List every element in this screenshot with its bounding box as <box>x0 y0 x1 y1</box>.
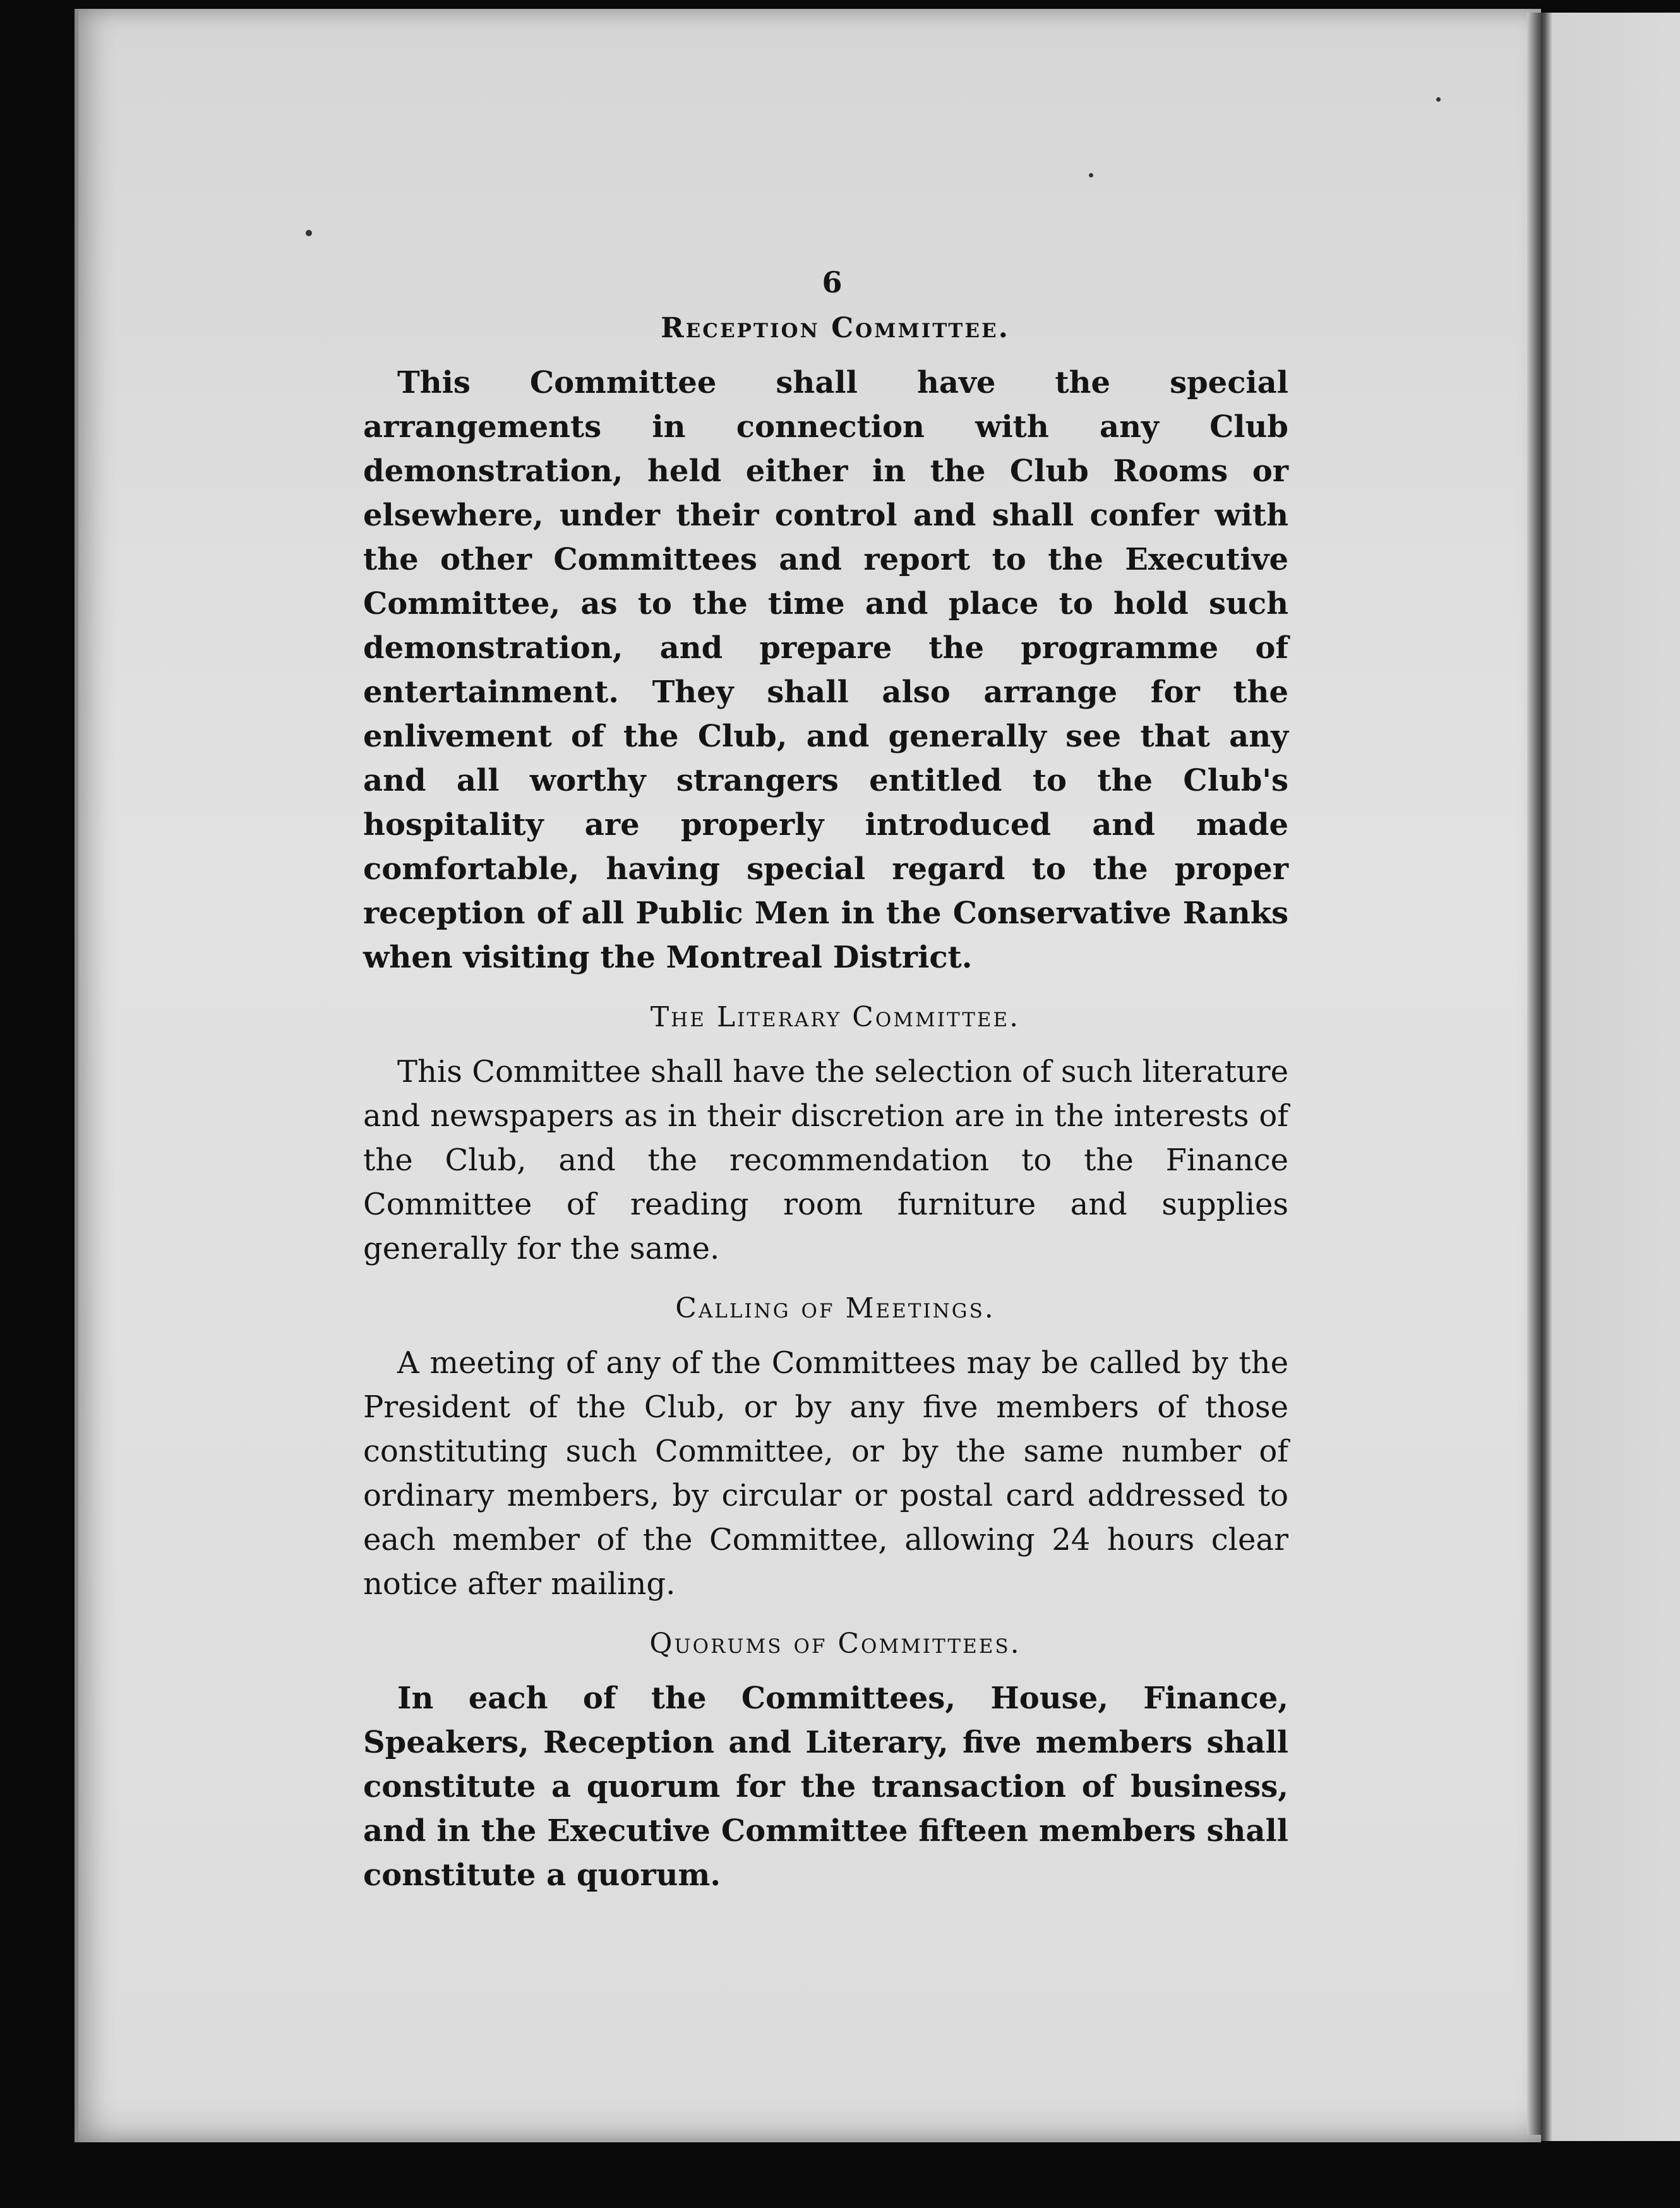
ink-speck <box>306 230 312 236</box>
section-body-quorums: In each of the Committees, House, Finance, Speakers, Reception and Literary, five members shall constitute a quorum for the transaction of business, and in the Executive Committee fifteen members shall constitute a quorum. <box>363 1681 1288 1893</box>
section-heading-quorums: Quorums of Committees. <box>649 1628 1021 1660</box>
page-number: 6 <box>822 265 843 299</box>
ink-speck <box>1436 97 1441 102</box>
section-body-reception: This Committee shall have the special arrangements in connection with any Club demonstration, held either in the Club Rooms or elsewhere, under their control and shall confer with the other Committees and report to the Executive Committee, as to the time and place to hold such demonstration, and prepare the programme of entertainment. They shall also arrange for the enlivement of the Club, and generally see that any and all worthy strangers entitled to the Club's hospitality are properly introduced and made comfortable, having special regard to the proper reception of all Public Men in the Conservative Ranks when visiting the Montreal District. <box>363 365 1288 975</box>
section-heading-reception: Reception Committee. <box>661 312 1010 344</box>
section-body-meetings: A meeting of any of the Committees may be called by the President of the Club, or by any five members of those constituting such Committee, or by the same number of ordinary members, by circular or postal card addressed to each member of the Committee, allowing 24 hours clear notice after mailing. <box>363 1345 1288 1602</box>
section-body-literary: This Committee shall have the selection of such literature and newspapers as in their discretion are in the interests of the Club, and the recommendation to the Finance Committee of reading room furniture and supplies generally for the same. <box>363 1054 1288 1266</box>
right-page-edge <box>1541 13 1680 2141</box>
section-heading-meetings: Calling of Meetings. <box>675 1292 995 1324</box>
ink-speck <box>1089 173 1093 177</box>
page-content <box>363 265 1288 1919</box>
section-heading-literary: The Literary Committee. <box>650 1001 1021 1033</box>
